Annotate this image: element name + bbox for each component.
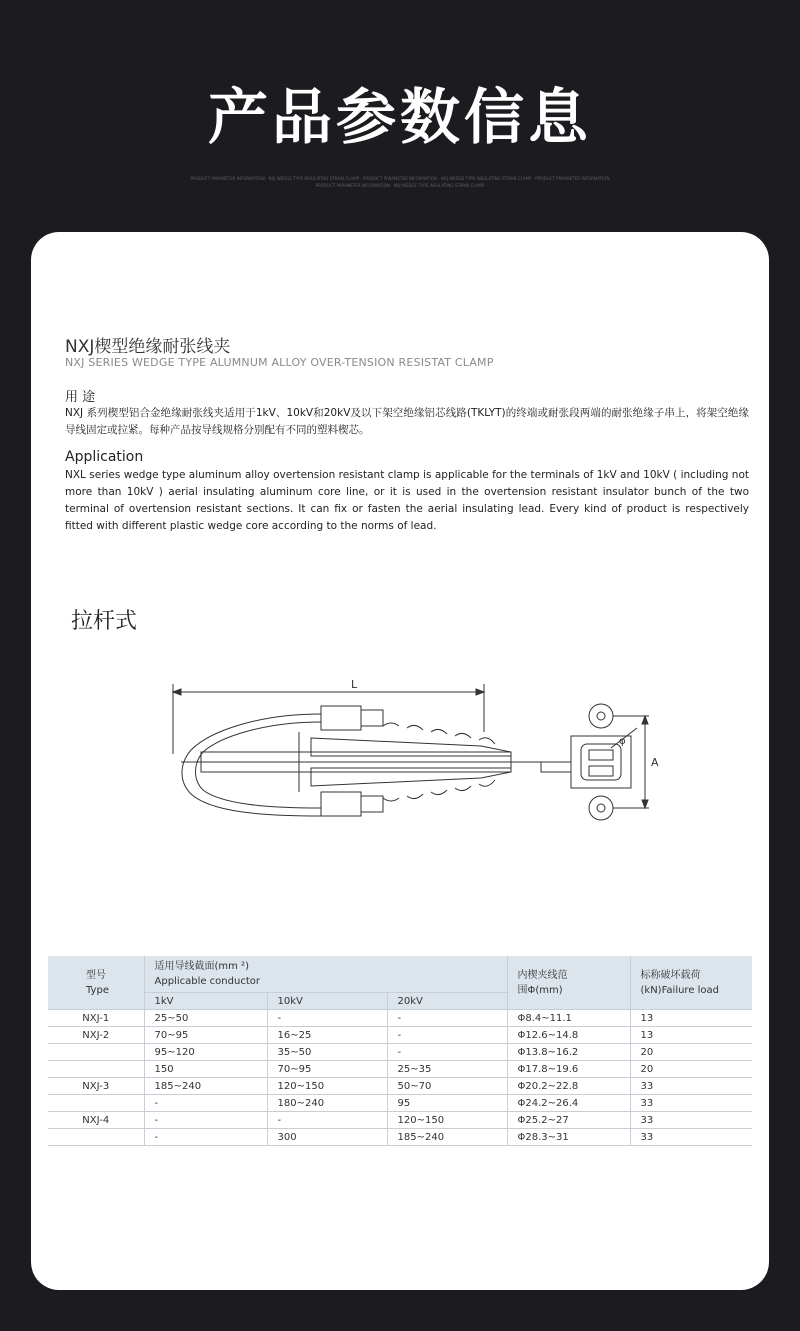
table-cell-range: Φ17.8~19.6: [507, 1061, 630, 1078]
table-cell-load: 13: [630, 1010, 752, 1027]
clamp-diagram: [151, 672, 671, 832]
header-subline: PRODUCT PARAMETER INFORMATION · NXJ WEDGE TYPE INSULATING STRAIN CLAMP · PRODUCT PARAMETER INFORMATION · NXJ WEDGE TYPE INSULATING STRAIN CLAMP · PRODUCT PARAMETER INFORMATION: [190, 176, 610, 181]
table-cell-type: NXJ-2: [48, 1027, 144, 1044]
table-row: [48, 1078, 752, 1095]
table-cell-kv20: -: [387, 1010, 507, 1027]
table-cell-load: 13: [630, 1027, 752, 1044]
table-cell-type: NXJ-3: [48, 1078, 144, 1095]
table-cell-kv1: 95~120: [144, 1044, 267, 1061]
product-subtitle: NXJ SERIES WEDGE TYPE ALUMNUM ALLOY OVER-TENSION RESISTAT CLAMP: [65, 356, 494, 369]
table-cell-range: Φ25.2~27: [507, 1112, 630, 1129]
table-row: [48, 1027, 752, 1044]
table-cell-type: NXJ-4: [48, 1112, 144, 1129]
page-title: 产品参数信息: [208, 83, 592, 153]
table-cell-range: Φ13.8~16.2: [507, 1044, 630, 1061]
product-title: NXJ楔型绝缘耐张线夹: [65, 337, 231, 357]
table-row: [48, 1044, 752, 1061]
table-cell-range: Φ20.2~22.8: [507, 1078, 630, 1095]
header-1kv: 1kV: [144, 993, 267, 1010]
table-cell-kv10: 300: [267, 1129, 387, 1146]
table-cell-kv1: -: [144, 1095, 267, 1112]
application-text: NXL series wedge type aluminum alloy overtension resistant clamp is applicable for the terminals of 1kV and 10kV ( including not more than 10kV ) aerial insulating aluminum core line, or it is used in the overtension resistant insulator bunch of the two terminal of overtension resistant sections. It can fix or fasten the aerial insulating lead. Every kind of product is respectively fitted with different plastic wedge core according to the norms of lead.: [65, 469, 749, 532]
table-cell-kv20: 25~35: [387, 1061, 507, 1078]
table-cell-type: NXJ-1: [48, 1010, 144, 1027]
header-20kv: 20kV: [387, 993, 507, 1010]
dimension-a-label: A: [651, 756, 659, 769]
table-cell-kv10: -: [267, 1112, 387, 1129]
dimension-phi-label: φ: [619, 736, 626, 747]
table-cell-type: [48, 1129, 144, 1146]
use-text: NXJ 系列楔型铝合金绝缘耐张线夹适用于1kV、10kV和20kV及以下架空绝缘铝芯线路(TKLYT)的终端或耐张段两端的耐张绝缘子串上，将架空绝缘导线固定或拉紧。每种产品按导线规格分别配有不同的塑料楔芯。: [65, 407, 749, 436]
table-cell-load: 20: [630, 1044, 752, 1061]
table-cell-kv1: 25~50: [144, 1010, 267, 1027]
application-heading: Application: [65, 449, 144, 465]
table-cell-load: 33: [630, 1129, 752, 1146]
header-conductor: 适用导线截面(mm ²) Applicable conductor: [144, 956, 507, 993]
table-cell-kv20: 95: [387, 1095, 507, 1112]
table-cell-load: 33: [630, 1078, 752, 1095]
spec-table: [48, 956, 752, 1146]
table-cell-type: [48, 1095, 144, 1112]
table-cell-kv10: 180~240: [267, 1095, 387, 1112]
table-cell-range: Φ12.6~14.8: [507, 1027, 630, 1044]
table-cell-kv1: 150: [144, 1061, 267, 1078]
table-cell-kv10: -: [267, 1010, 387, 1027]
table-cell-type: [48, 1061, 144, 1078]
table-row: [48, 1061, 752, 1078]
table-row: [48, 1010, 752, 1027]
table-cell-kv1: 185~240: [144, 1078, 267, 1095]
table-cell-kv20: 185~240: [387, 1129, 507, 1146]
type-label: 拉杆式: [71, 609, 138, 634]
table-row: [48, 1129, 752, 1146]
table-row: [48, 1095, 752, 1112]
table-cell-kv1: 70~95: [144, 1027, 267, 1044]
table-row: [48, 1112, 752, 1129]
table-cell-kv10: 35~50: [267, 1044, 387, 1061]
table-cell-range: Φ28.3~31: [507, 1129, 630, 1146]
header-range: 内楔夹线范 围Φ(mm): [507, 956, 630, 1010]
table-cell-type: [48, 1044, 144, 1061]
table-cell-range: Φ24.2~26.4: [507, 1095, 630, 1112]
table-cell-kv10: 120~150: [267, 1078, 387, 1095]
dimension-l-label: L: [351, 678, 358, 691]
table-cell-load: 20: [630, 1061, 752, 1078]
table-cell-kv20: -: [387, 1044, 507, 1061]
header-type: 型号 Type: [48, 956, 144, 1010]
header-failure-load: 标称破坏载荷 (kN)Failure load: [630, 956, 752, 1010]
header-subline-2: PRODUCT PARAMETER INFORMATION · NXJ WEDGE TYPE INSULATING STRAIN CLAMP: [315, 183, 485, 188]
product-card: [31, 232, 769, 1290]
table-cell-kv1: -: [144, 1129, 267, 1146]
table-cell-kv20: -: [387, 1027, 507, 1044]
table-cell-kv20: 50~70: [387, 1078, 507, 1095]
table-cell-range: Φ8.4~11.1: [507, 1010, 630, 1027]
table-cell-load: 33: [630, 1095, 752, 1112]
header-10kv: 10kV: [267, 993, 387, 1010]
use-heading: 用 途: [65, 390, 96, 405]
table-cell-kv10: 16~25: [267, 1027, 387, 1044]
table-cell-kv1: -: [144, 1112, 267, 1129]
table-cell-load: 33: [630, 1112, 752, 1129]
table-cell-kv20: 120~150: [387, 1112, 507, 1129]
table-cell-kv10: 70~95: [267, 1061, 387, 1078]
